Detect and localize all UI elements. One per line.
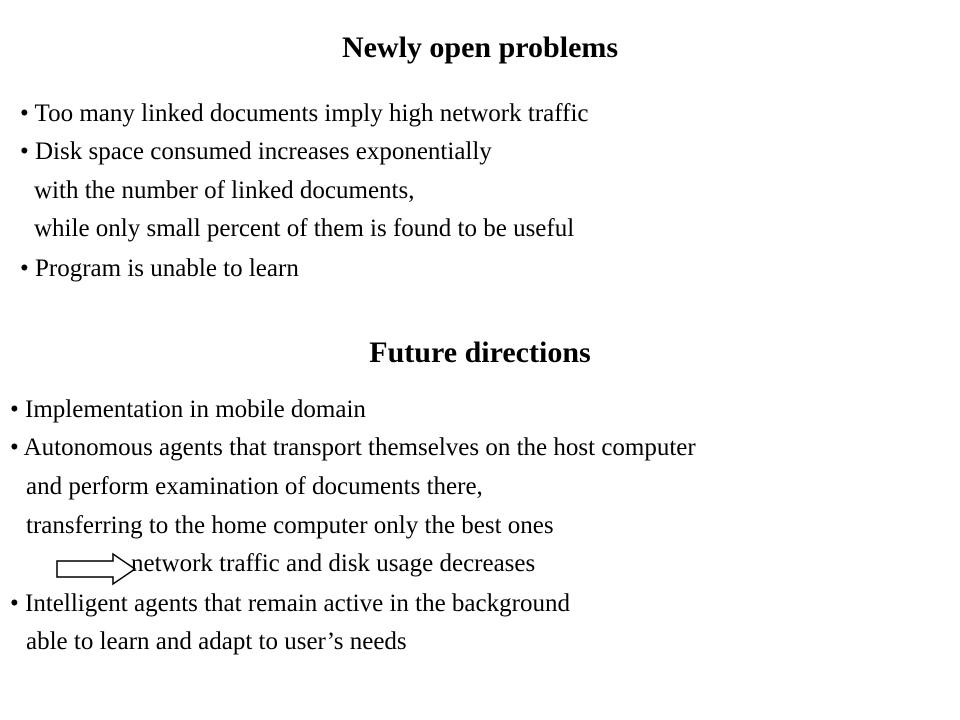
- problem-network-traffic: • Too many linked documents imply high network traffic: [20, 100, 589, 127]
- direction-result-decreases: network traffic and disk usage decreases: [131, 550, 536, 577]
- heading-newly-open-problems: Newly open problems: [341, 31, 619, 64]
- heading-future-directions: Future directions: [369, 336, 591, 369]
- direction-autonomous-agents-cont-1: and perform examination of documents there,: [26, 473, 483, 500]
- direction-autonomous-agents-cont-2: transferring to the home computer only the best ones: [26, 512, 554, 539]
- right-arrow-icon: [55, 552, 137, 586]
- direction-intelligent-agents: • Intelligent agents that remain active in the background: [10, 590, 570, 617]
- direction-mobile-domain: • Implementation in mobile domain: [10, 396, 366, 423]
- direction-intelligent-agents-cont: able to learn and adapt to user’s needs: [26, 628, 407, 655]
- problem-disk-space-cont-1: with the number of linked documents,: [34, 177, 415, 204]
- problem-unable-to-learn: • Program is unable to learn: [20, 255, 299, 282]
- direction-autonomous-agents: • Autonomous agents that transport themselves on the host computer: [10, 434, 696, 461]
- problem-disk-space: • Disk space consumed increases exponentially: [20, 138, 492, 165]
- problem-disk-space-cont-2: while only small percent of them is found to be useful: [34, 215, 575, 242]
